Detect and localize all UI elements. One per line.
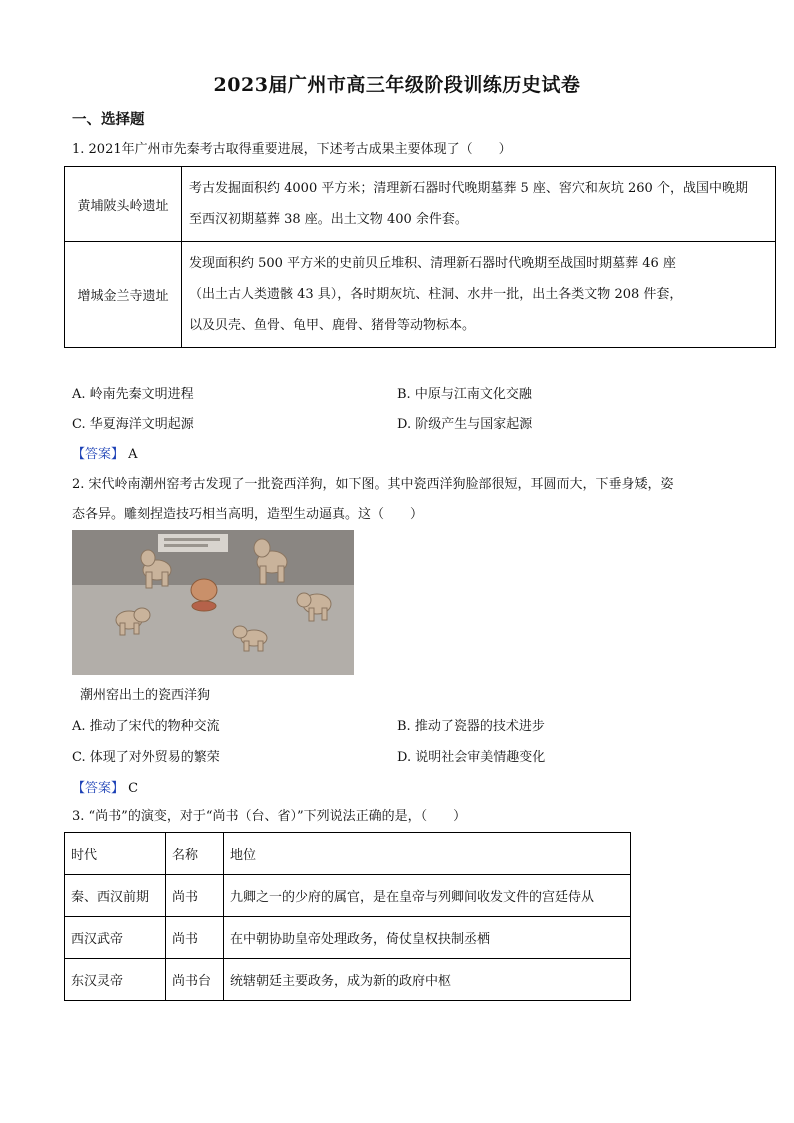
table-row [65, 959, 631, 1001]
table-header-row [65, 833, 631, 875]
answer-value: C [128, 781, 139, 796]
porcelain-dogs-photo [72, 530, 354, 675]
question-2-stem [72, 474, 752, 526]
photo-illustration [72, 530, 354, 675]
stem-line: 2. 宋代岭南潮州窑考古发现了一批瓷西洋狗，如下图。其中瓷西洋狗脸部很短，耳圆而大，下垂身矮，姿 [72, 477, 674, 492]
table-cell: 尚书台 [166, 959, 224, 1001]
q3-table [64, 832, 631, 1001]
q1-option-a: A. 岭南先秦文明进程 [72, 387, 194, 402]
q2-option-a: A. 推动了宋代的物种交流 [72, 719, 220, 734]
table-row [65, 242, 776, 348]
q2-option-c: C. 体现了对外贸易的繁荣 [72, 750, 220, 765]
column-header: 时代 [65, 833, 166, 875]
q2-option-b: B. 推动了瓷器的技术进步 [397, 719, 545, 734]
q1-option-c: C. 华夏海洋文明起源 [72, 417, 194, 432]
table-cell: 东汉灵帝 [65, 959, 166, 1001]
table-cell: 九卿之一的少府的属官，是在皇帝与列卿间收发文件的宫廷侍从 [224, 875, 631, 917]
table-row [65, 917, 631, 959]
q1-option-b: B. 中原与江南文化交融 [397, 387, 532, 402]
answer-label: 【答案】 [72, 781, 125, 796]
column-header: 名称 [166, 833, 224, 875]
site-name: 黄埔陂头岭遗址 [65, 167, 182, 242]
site-description [182, 242, 776, 348]
q1-option-d: D. 阶级产生与国家起源 [397, 417, 533, 432]
column-header: 地位 [224, 833, 631, 875]
description-line: 以及贝壳、鱼骨、龟甲、鹿骨、猪骨等动物标本。 [189, 318, 476, 333]
site-description [182, 167, 776, 242]
table-row [65, 167, 776, 242]
q2-option-d: D. 说明社会审美情趣变化 [397, 750, 546, 765]
section-heading: 一、选择题 [72, 111, 145, 128]
q1-answer [72, 443, 138, 462]
photo-caption: 潮州窑出土的瓷西洋狗 [80, 688, 211, 703]
table-cell: 西汉武帝 [65, 917, 166, 959]
question-1-stem: 1. 2021年广州市先秦考古取得重要进展，下述考古成果主要体现了（ ） [72, 142, 512, 157]
q2-answer [72, 777, 138, 796]
table-cell: 统辖朝廷主要政务，成为新的政府中枢 [224, 959, 631, 1001]
description-line: 考古发掘面积约 4000 平方米；清理新石器时代晚期墓葬 5 座、窖穴和灰坑 260 个，战国中晚期 [189, 181, 748, 196]
exam-title: 2023届广州市高三年级阶段训练历史试卷 [213, 74, 581, 96]
table-cell: 在中朝协助皇帝处理政务，倚仗皇权抉制丞栖 [224, 917, 631, 959]
answer-label: 【答案】 [72, 447, 125, 462]
description-line: 至西汉初期墓葬 38 座。出土文物 400 余件套。 [189, 212, 468, 227]
table-cell: 尚书 [166, 875, 224, 917]
description-line: （出土古人类遗骸 43 具），各时期灰坑、柱洞、水井一批，出土各类文物 208 件套， [189, 287, 683, 302]
q1-table [64, 166, 776, 348]
question-3-stem: 3. “尚书”的演变，对于“尚书（台、省）”下列说法正确的是，（ ） [72, 809, 467, 824]
table-row [65, 875, 631, 917]
site-name: 增城金兰寺遗址 [65, 242, 182, 348]
table-cell: 尚书 [166, 917, 224, 959]
table-cell: 秦、西汉前期 [65, 875, 166, 917]
answer-value: A [128, 447, 138, 462]
description-line: 发现面积约 500 平方米的史前贝丘堆积、清理新石器时代晚期至战国时期墓葬 46 座 [189, 256, 676, 271]
stem-line: 态各异。雕刻捏造技巧相当高明，造型生动逼真。这（ ） [72, 507, 424, 522]
